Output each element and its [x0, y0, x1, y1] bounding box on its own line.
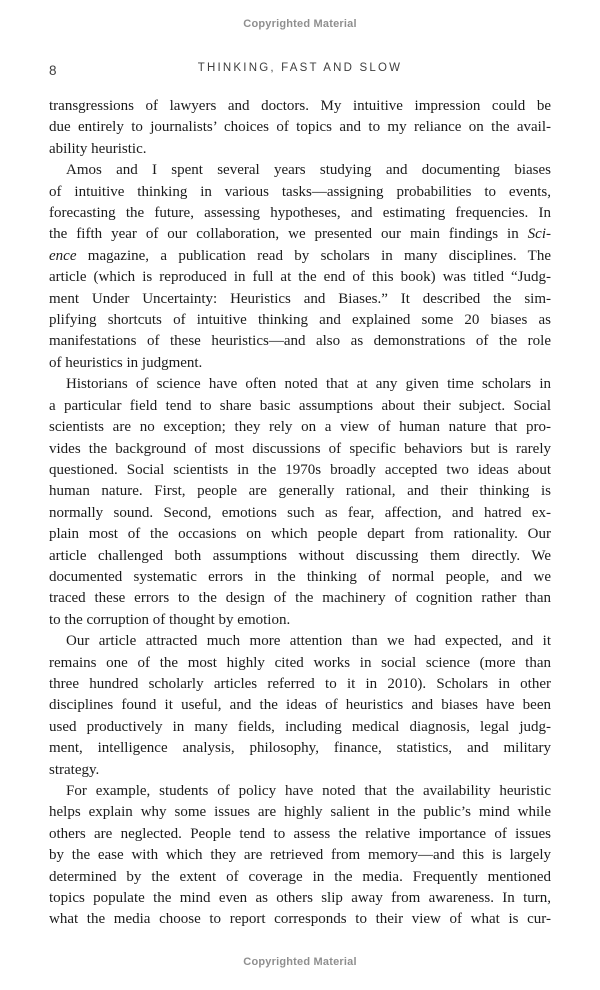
text-line: the fifth year of our collaboration, we presented our main findings in Sci-: [49, 226, 551, 243]
paragraph: [49, 96, 551, 160]
text-line: scientists are no exception; they rely on a view of human nature that pro-: [49, 419, 551, 436]
paragraph: [49, 781, 551, 931]
text-line: determined by the extent of coverage in the media. Frequently mentioned: [49, 868, 551, 885]
text-line: remains one of the most highly cited works in social science (more than: [49, 654, 551, 671]
paragraph: [49, 160, 551, 374]
text-line: by the ease with which they are retrieved from memory—and this is largely: [49, 847, 551, 864]
text-line: human nature. First, people are generally rational, and their thinking is: [49, 483, 551, 500]
paragraph: [49, 374, 551, 631]
page-number: 8: [49, 63, 57, 78]
copyright-notice-top: Copyrighted Material: [243, 18, 357, 30]
text-line: Amos and I spent several years studying and documenting biases: [66, 162, 551, 179]
text-line: ability heuristic.: [49, 140, 147, 157]
text-line: plifying shortcuts of intuitive thinking and explained some 20 biases as: [49, 312, 551, 329]
text-line: others are neglected. People tend to assess the relative importance of issues: [49, 825, 551, 842]
text-line: disciplines found it useful, and the ideas of heuristics and biases have been: [49, 697, 551, 714]
text-line: used productively in many fields, including medical diagnosis, legal judg-: [49, 718, 551, 735]
text-line: ment, intelligence analysis, philosophy, finance, statistics, and military: [49, 740, 551, 757]
text-line: plain most of the occasions on which people depart from rationality. Our: [49, 526, 551, 543]
text-line: to the corruption of thought by emotion.: [49, 611, 291, 628]
text-line: For example, students of policy have noted that the availability heuristic: [66, 783, 551, 799]
text-line: article (which is reproduced in full at the end of this book) was titled “Judg-: [49, 269, 551, 286]
text-line: of heuristics in judgment.: [49, 354, 203, 371]
text-line: helps explain why some issues are highly salient in the public’s mind while: [49, 804, 551, 821]
running-head: THINKING, FAST AND SLOW: [197, 62, 403, 74]
text-line: Historians of science have often noted that at any given time scholars in: [66, 376, 551, 393]
text-line: three hundred scholarly articles referred to it in 2010). Scholars in other: [49, 675, 551, 692]
text-line: strategy.: [49, 761, 100, 778]
text-line: article challenged both assumptions without discussing them directly. We: [49, 547, 551, 564]
text-line: forecasting the future, assessing hypotheses, and estimating frequencies. In: [49, 205, 551, 222]
text-line: transgressions of lawyers and doctors. My intuitive impression could be: [49, 98, 551, 114]
text-line: ment Under Uncertainty: Heuristics and Biases.” It described the sim-: [49, 290, 551, 307]
text-line: of intuitive thinking in various tasks—assigning probabilities to events,: [49, 183, 551, 200]
paragraph: [49, 631, 551, 781]
text-line: what the media choose to report corresponds to their view of what is cur-: [49, 911, 551, 928]
text-line: topics populate the mind even as others slip away from awareness. In turn,: [49, 890, 551, 907]
copyright-notice-bottom: Copyrighted Material: [243, 956, 357, 968]
text-line: normally sound. Second, emotions such as fear, affection, and hatred ex-: [49, 504, 551, 521]
text-line: a particular field tend to share basic assumptions about their subject. Social: [49, 397, 551, 414]
text-line: due entirely to journalists’ choices of topics and to my reliance on the avail-: [49, 119, 551, 136]
body-text: [49, 96, 551, 931]
text-line: Our article attracted much more attention than we had expected, and it: [66, 633, 551, 650]
text-line: documented systematic errors in the thinking of normal people, and we: [49, 568, 551, 585]
text-line: questioned. Social scientists in the 1970s broadly accepted two ideas about: [49, 461, 551, 478]
text-line: ence magazine, a publication read by scholars in many disciplines. The: [49, 247, 551, 264]
text-line: traced these errors to the design of the machinery of cognition rather than: [49, 590, 551, 607]
page-header: [49, 62, 551, 78]
text-line: vides the background of most discussions of specific behaviors but is rarely: [49, 440, 551, 457]
text-line: manifestations of these heuristics—and also as demonstrations of the role: [49, 333, 551, 350]
